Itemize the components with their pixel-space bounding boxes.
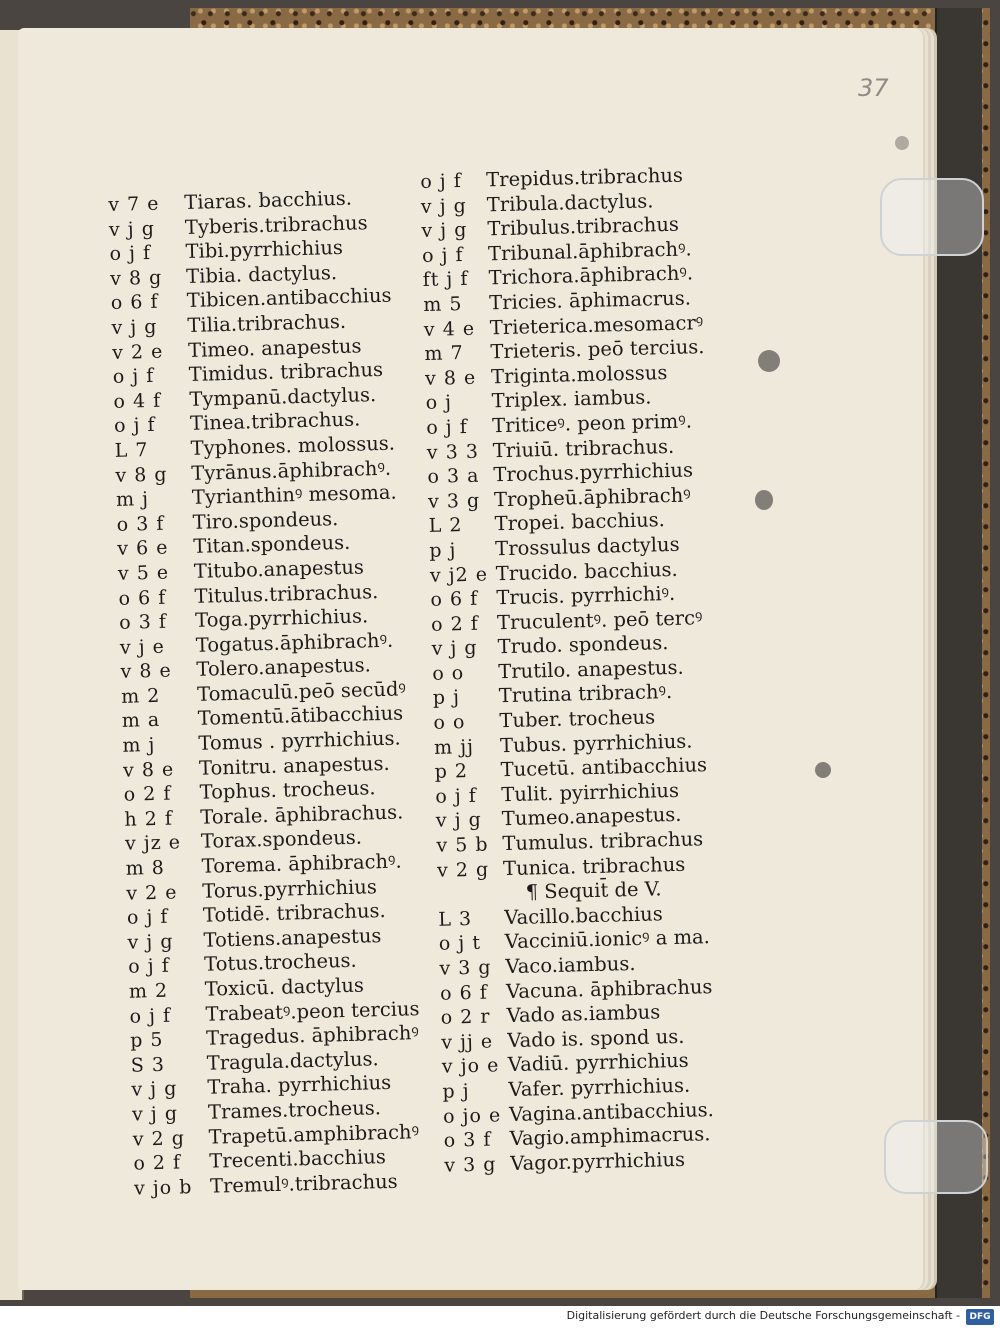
- list-item: [129, 996, 420, 1029]
- quantity-mark: o 2 r: [440, 1005, 491, 1029]
- ink-spot: [815, 762, 831, 778]
- list-item: [109, 236, 344, 267]
- headword: Tribulus.tribrachus: [487, 212, 680, 241]
- quantity-mark: v 3 g: [444, 1153, 497, 1177]
- headword: Tiaras. bacchius.: [183, 186, 353, 215]
- quantity-mark: o 6 f: [430, 587, 479, 611]
- quantity-mark: o 3 f: [118, 610, 168, 634]
- list-item: [431, 631, 669, 662]
- headword: Trepidus.tribrachus: [485, 163, 684, 192]
- headword: Torale. āphibrachus.: [200, 800, 404, 829]
- quantity-mark: o 2 f: [123, 782, 172, 807]
- headword: Tumeo.anapestus.: [501, 803, 682, 831]
- list-item: [435, 778, 680, 810]
- quantity-mark: o j f: [129, 1004, 172, 1028]
- quantity-mark: v j e: [119, 635, 166, 659]
- headword: Tragedus. āphibrachꝰ: [205, 1021, 420, 1050]
- headword: Tiro.spondeus.: [192, 506, 339, 534]
- headword: Typhones. molossus.: [190, 431, 396, 460]
- list-item: [430, 581, 676, 613]
- list-item: [128, 973, 365, 1005]
- quantity-mark: v 3 g: [427, 489, 481, 513]
- quantity-mark: o j f: [112, 365, 155, 389]
- headword: Vacillo.bacchius: [504, 902, 663, 929]
- quantity-mark: v 6 e: [117, 536, 169, 561]
- headword: Torax.spondeus.: [200, 826, 363, 854]
- quantity-mark: v 8 g: [115, 463, 168, 487]
- headword: Triplex. iambus.: [491, 385, 652, 413]
- headword: Tilia.tribrachus.: [187, 309, 347, 337]
- headword: Togatus.āphibrachꝰ.: [195, 628, 394, 657]
- quantity-mark: o 6 f: [439, 981, 489, 1005]
- list-item: [123, 776, 376, 808]
- list-item: [429, 532, 680, 564]
- headword: Tumulus. tribrachus: [502, 827, 704, 856]
- list-item: [429, 557, 678, 588]
- list-item: [439, 974, 713, 1006]
- quantity-mark: p 2: [434, 760, 469, 784]
- headword: Tribula.dactylus.: [486, 188, 654, 216]
- headword: ¶ Sequit̄ de V.: [525, 877, 662, 904]
- list-item: [426, 434, 675, 465]
- ink-spot: [895, 136, 909, 150]
- list-item: [108, 186, 353, 218]
- headword: Trieteris. peō tercius.: [490, 335, 705, 364]
- headword: Tomaculū.peō secūdꝰ: [196, 677, 407, 706]
- list-item: [430, 605, 703, 638]
- quantity-mark: o o: [432, 661, 465, 685]
- quantity-mark: o 2 f: [133, 1151, 182, 1175]
- headword: Vagina.antibacchius.: [508, 1097, 715, 1126]
- quantity-mark: v 3 3: [426, 440, 480, 464]
- list-item: [111, 333, 362, 366]
- list-item: [435, 803, 682, 834]
- list-item: [118, 604, 369, 636]
- headword: Vaco.iambus.: [505, 951, 636, 979]
- headword: Titubo.anapestus: [193, 555, 365, 583]
- list-item: [119, 628, 394, 661]
- quantity-mark: v 4 e: [423, 317, 476, 341]
- quantity-mark: v 5 b: [436, 833, 489, 857]
- headword: Timidus. tribrachus: [188, 358, 384, 387]
- headword: Tibicen.antibacchius: [186, 283, 392, 313]
- list-item: [442, 1073, 691, 1105]
- list-item: [131, 1096, 382, 1128]
- headword: Totidē. tribrachus.: [202, 899, 386, 927]
- quantity-mark: m 8: [125, 856, 166, 880]
- headword: Torus.pyrrhichius: [202, 874, 378, 903]
- list-item: [424, 360, 668, 392]
- headword: Traha. pyrrhichius: [207, 1071, 392, 1100]
- headword: Triginta.molossus: [490, 360, 668, 389]
- list-item: [441, 1024, 685, 1056]
- list-item: [436, 852, 686, 883]
- list-item: [111, 309, 347, 341]
- list-item: [441, 1049, 689, 1080]
- list-item: [127, 949, 357, 980]
- quantity-mark: o j f: [127, 955, 170, 979]
- quantity-mark: m a: [121, 709, 161, 733]
- list-item: [133, 1145, 387, 1177]
- quantity-mark: v 7 e: [108, 192, 160, 216]
- quantity-mark: v j g: [421, 219, 468, 243]
- headword: Tophus. trocheus.: [199, 776, 376, 805]
- quantity-mark: ft j f: [422, 268, 469, 292]
- list-item: [442, 1097, 715, 1129]
- headword: Tibia. dactylus.: [185, 260, 338, 288]
- quantity-mark: v 2 g: [436, 858, 490, 882]
- quantity-mark: v 8 e: [122, 758, 175, 782]
- folio-number: 37: [858, 74, 889, 102]
- quantity-mark: o j f: [113, 414, 156, 438]
- funding-credit: Digitalisierung gefördert durch die Deutsche Forschungsgemeinschaft -: [566, 1309, 960, 1322]
- list-item: [130, 1046, 380, 1078]
- list-item: [118, 579, 379, 611]
- headword: Tunica. tribrachus: [502, 852, 686, 880]
- quantity-mark: v j g: [435, 809, 483, 833]
- quantity-mark: o j: [425, 391, 453, 415]
- list-item: [432, 655, 684, 687]
- quantity-mark: o jo e: [442, 1103, 502, 1128]
- quantity-mark: o j f: [420, 169, 463, 193]
- list-item: [420, 163, 684, 195]
- list-item: [433, 705, 656, 736]
- headword: Triticeꝰ. peon primꝰ.: [491, 409, 693, 438]
- headword: Trucis. pyrrhichiꝰ.: [496, 581, 676, 610]
- headword: Tomus . pyrrhichius.: [198, 726, 401, 755]
- list-item: [113, 407, 361, 439]
- quantity-mark: v jo b: [133, 1175, 193, 1200]
- headword: Tuber. trocheus: [499, 705, 656, 733]
- headword: Tubus. pyrrhichius.: [499, 729, 693, 757]
- quantity-mark: m j: [115, 488, 150, 512]
- list-item: [421, 212, 680, 244]
- headword: Vagor.pyrrhichius: [510, 1147, 686, 1175]
- dfg-logo: DFG: [966, 1309, 994, 1325]
- quantity-mark: v j g: [420, 194, 468, 218]
- headword: Torema. āphibrachꝰ.: [201, 849, 402, 878]
- headword: Tulit. pyirrhichius: [501, 778, 680, 807]
- headword: Trecenti.bacchius: [209, 1145, 387, 1173]
- list-item: [129, 1021, 420, 1054]
- quantity-mark: v j g: [111, 315, 158, 339]
- headword: Tricies. āphimacrus.: [488, 286, 692, 315]
- list-item: [109, 260, 338, 292]
- quantity-mark: o 6 f: [110, 291, 159, 315]
- list-item: [132, 1119, 420, 1152]
- list-item: [426, 409, 693, 441]
- list-item: [113, 382, 377, 415]
- list-item: [428, 508, 666, 539]
- list-item: [110, 283, 392, 316]
- headword: Trutina tribrachꝰ.: [498, 680, 673, 708]
- list-item: [117, 555, 365, 587]
- quantity-mark: o 3 a: [427, 464, 480, 489]
- quantity-mark: m 2: [120, 684, 161, 708]
- headword: Vafer. pyrrhichius.: [508, 1073, 691, 1102]
- quantity-mark: o j f: [109, 242, 152, 266]
- ink-spot: [755, 490, 773, 510]
- list-item: [122, 726, 401, 759]
- quantity-mark: v jo e: [441, 1054, 500, 1079]
- list-item: [115, 480, 397, 513]
- quantity-mark: m j: [122, 734, 156, 757]
- quantity-mark: o j t: [438, 932, 482, 956]
- quantity-mark: m 2: [128, 979, 169, 1003]
- list-item: [120, 653, 372, 685]
- headword: Vado as.iambus: [506, 1000, 661, 1028]
- list-item: [438, 925, 711, 957]
- quantity-mark: v jz e: [124, 831, 182, 856]
- quantity-mark: v 5 e: [117, 561, 170, 585]
- quantity-mark: v 2 e: [126, 881, 178, 905]
- headword: Tyberis.tribrachus: [184, 210, 368, 239]
- list-item: [422, 261, 694, 293]
- headword: Trutilo. anapestus.: [497, 655, 684, 684]
- headword: Tucetū. antibacchius: [500, 753, 708, 782]
- list-item: [433, 729, 693, 760]
- headword: Tropheū.āphibrachꝰ: [493, 483, 691, 512]
- list-item: [427, 458, 694, 490]
- headword: Tremulꝰ.tribrachus: [209, 1169, 398, 1198]
- headword: Timeo. anapestus: [187, 333, 362, 362]
- quantity-mark: o j f: [435, 784, 478, 808]
- quantity-mark: v j g: [108, 217, 156, 241]
- headword: Vado is. spond us.: [507, 1024, 685, 1052]
- list-item: [124, 826, 363, 857]
- quantity-mark: v j g: [431, 637, 478, 661]
- list-item: [116, 506, 339, 538]
- list-item: [115, 456, 392, 488]
- quantity-mark: p j: [432, 686, 461, 710]
- list-item: [432, 680, 673, 711]
- list-item: [420, 188, 654, 220]
- headword: Trudo. spondeus.: [497, 631, 669, 659]
- quantity-mark: S 3: [130, 1053, 166, 1077]
- list-item: [112, 358, 384, 390]
- quantity-mark: v jj e: [441, 1030, 494, 1054]
- list-item: [423, 310, 704, 343]
- headword: Toxicū. dactylus: [204, 973, 365, 1001]
- headword: Tinea.tribrachus.: [189, 407, 361, 436]
- quantity-mark: p j: [429, 539, 457, 562]
- list-item: [443, 1122, 711, 1154]
- quantity-mark: p j: [442, 1080, 470, 1103]
- quantity-mark: v 8 e: [424, 366, 477, 390]
- list-item: [439, 951, 636, 982]
- headword: Tragula.dactylus.: [206, 1046, 380, 1075]
- quantity-mark: m 7: [424, 342, 464, 366]
- list-item: [117, 531, 351, 562]
- ink-spot: [758, 350, 780, 372]
- list-item: [122, 751, 390, 783]
- list-item: [427, 483, 691, 515]
- headword: Tolero.anapestus.: [196, 653, 372, 682]
- headword: Totiens.anapestus: [203, 923, 382, 952]
- quantity-mark: m 5: [423, 292, 463, 316]
- list-item: [126, 874, 378, 906]
- quantity-mark: v 3 g: [439, 956, 492, 980]
- list-item: [424, 335, 705, 367]
- headword: Trucido. bacchius.: [495, 557, 678, 585]
- quantity-mark: o j f: [126, 905, 169, 929]
- headword: Truculentꝰ. peō tercꝰ: [496, 605, 703, 634]
- list-item: [423, 286, 692, 318]
- headword: Trames.trocheus.: [207, 1096, 382, 1124]
- headword: Triuiū. tribrachus.: [492, 434, 675, 462]
- quantity-mark: v 2 g: [132, 1126, 186, 1151]
- list-item: [114, 431, 396, 464]
- quantity-mark: v 8 e: [120, 659, 172, 684]
- list-item: [124, 800, 404, 833]
- headword: Vacuna. āphibrachus: [505, 974, 713, 1003]
- quantity-mark: v j g: [131, 1102, 179, 1126]
- quantity-mark: h 2 f: [124, 807, 174, 831]
- headword: Vadiū. pyrrhichius: [507, 1049, 689, 1077]
- list-item: [126, 899, 386, 931]
- list-item: [131, 1071, 392, 1103]
- list-item: [108, 210, 368, 243]
- headword: Tyrianthinꝰ mesoma.: [191, 480, 397, 510]
- list-item: [438, 902, 663, 933]
- headword: Trapetū.amphibrachꝰ: [208, 1119, 420, 1149]
- quantity-mark: o 3 f: [443, 1128, 492, 1152]
- headword: Trossulus dactylus: [494, 532, 680, 561]
- quantity-mark: o 4 f: [113, 389, 162, 413]
- page-clip-bottom: [884, 1120, 988, 1194]
- list-item: [121, 701, 404, 734]
- headword: Tribunal.āphibrachꝰ.: [487, 237, 692, 266]
- list-item: [440, 1000, 661, 1031]
- headword: Vacciniū.ionicꝰ a ma.: [504, 925, 711, 954]
- headword: Titulus.tribrachus.: [194, 579, 379, 608]
- list-item: [425, 385, 652, 416]
- quantity-mark: o j f: [426, 415, 469, 439]
- quantity-mark: o o: [433, 711, 466, 734]
- quantity-mark: p 5: [129, 1029, 164, 1052]
- quantity-mark: o 2 f: [430, 612, 480, 636]
- headword: Tropei. bacchius.: [494, 508, 666, 536]
- list-item: [120, 677, 407, 710]
- quantity-mark: L 7: [114, 438, 149, 462]
- quantity-mark: v j g: [131, 1077, 178, 1102]
- quantity-mark: v 8 g: [109, 266, 163, 290]
- list-item: [421, 237, 692, 269]
- headword: Tympanū.dactylus.: [189, 382, 377, 411]
- headword: Trieterica.mesomacrꝰ: [489, 310, 704, 339]
- list-item: [127, 923, 382, 956]
- headword: Tibi.pyrrhichius: [185, 236, 344, 264]
- quantity-mark: v j2 e: [429, 562, 489, 587]
- quantity-mark: m jj: [433, 735, 475, 759]
- quantity-mark: o j f: [421, 243, 464, 267]
- headword: Trabeatꝰ.peon tercius: [205, 996, 420, 1026]
- quantity-mark: L 3: [438, 907, 473, 931]
- headword: Totus.trocheus.: [203, 949, 357, 977]
- list-item: [133, 1169, 398, 1201]
- headword: Vagio.amphimacrus.: [509, 1122, 711, 1151]
- headword: Tonitru. anapestus.: [198, 751, 390, 780]
- headword: Tyrānus.āphibrachꝰ.: [191, 456, 392, 485]
- headword: Titan.spondeus.: [192, 531, 351, 559]
- headword: Trichora.āphibrachꝰ.: [488, 261, 694, 290]
- quantity-mark: o 3 f: [116, 512, 165, 536]
- list-item: [125, 849, 402, 882]
- list-item: [436, 827, 704, 859]
- quantity-mark: o 6 f: [118, 586, 167, 610]
- footer-bar: [0, 1306, 1000, 1330]
- list-item: [444, 1147, 686, 1178]
- quantity-mark: L 2: [428, 514, 463, 538]
- headword: Toga.pyrrhichius.: [194, 604, 369, 632]
- quantity-mark: v j g: [127, 930, 174, 954]
- headword: Tomentū.ātibacchius: [197, 701, 404, 731]
- page-clip-top: [880, 178, 984, 256]
- list-item: [434, 753, 708, 785]
- quantity-mark: v 2 e: [111, 340, 164, 364]
- headword: Trochus.pyrrhichius: [493, 458, 694, 487]
